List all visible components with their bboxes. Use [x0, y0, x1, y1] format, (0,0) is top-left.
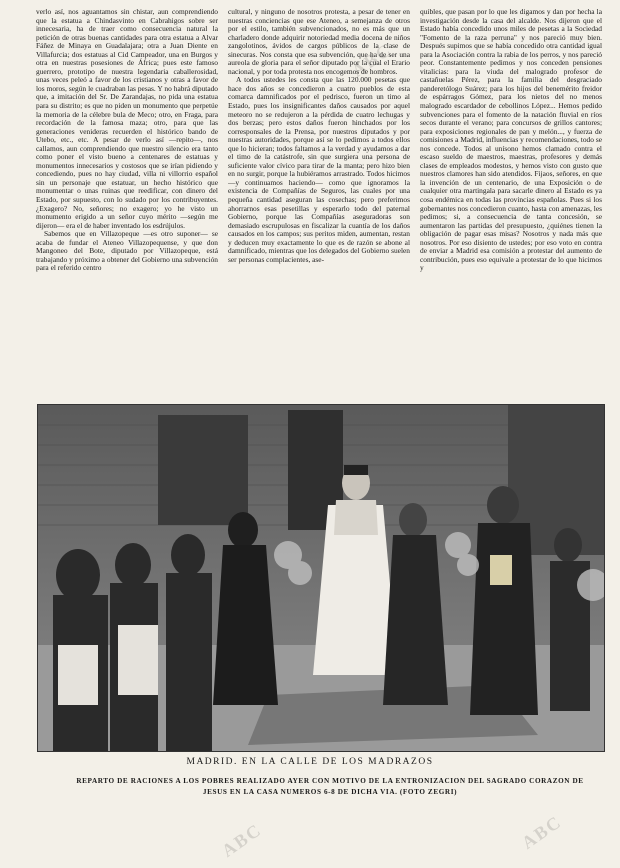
article-column-3 — [420, 8, 602, 394]
news-photo — [37, 404, 605, 752]
article-columns — [36, 8, 602, 394]
photo-caption: REPARTO DE RACIONES A LOS POBRES REALIZADO AYER CON MOTIVO DE LA ENTRONIZACION DEL SAGRADO CORAZON DE JESUS EN LA CASA NUMEROS 6-8 DE DICHA VIA. (FOTO ZEGRI) — [76, 777, 584, 796]
watermark: ABC — [217, 819, 266, 861]
paragraph: A todos ustedes les consta que las 120.000 pesetas que hace dos años se concedieron a cuatro pueblos de esta comarca damnificados por el pedrisco, fueron un timo al Estado, pues los insignificantes daños causados por aquel meteoro no se redujeron a la pérdida de cuatro lechugas y dos berzas; pero estos daños fueron hinchados por los corresponsales de la Prensa, por nuestros diputados y por nuestras autoridades, porque así se lo pedimos a todos ellos que lo hicieran; todos faltamos a la verdad y ayudamos a dar el timo de la catástrofe, sin que surgiera una persona de suficiente valor cívico para tirar de la manta; pero hizo bien en no surgir, porque la hubiéramos arrastrado. Todos hicimos —y continuamos haciendo— como que ignoramos la existencia de Compañías de Seguros, las cuales por una pequeña cantidad aseguran las cosechas; pero preferimos ahorrarnos esas pesetillas y esperarlo todo del paternal Gobierno, porque las Compañías aseguradoras son demasiado escrupulosas en fiscalizar la cuantía de los daños causados en los campos; sus peritos miden, aumentan, restan y deducen muy exactamente lo que es de razón se abone al damnificado, mientras que los delegados del Gobierno suelen ser personas complacientes, ase- — [228, 75, 410, 264]
paragraph: quibles, que pasan por lo que les digamos y dan por hecha la investigación desde la casa del alcalde. Nos dijeron que el Estado había concedido unos miles de pesetas a la Sociedad "Fomento de la raza perruna" y nos pareció muy bien. Después supimos que se había concedido otra cantidad igual para la Asociación contra la rabia de los perros, y nos pareció peor. Constantemente pedimos y nos conceden pensiones vitalicias: para la viuda del malogrado profesor de castañuelas Pérez, para la familia del desgraciado panderetólogo Suárez; para los hijos del benemérito freidor de espárragos Gómez, para los nietos del no menos malogrado escardador de cebollinos López... Hemos pedido subvenciones para el fomento de la natación fluvial en ríos secos durante el verano; para concursos de grillos cantores; para exposiciones regionales de pan y melón..., y fuerza de comisiones a Madrid, influencias y recomendaciones, todo se nos concede. Todos al unísono hemos clamado contra el escaso sueldo de maestros, maestras, profesores y demás clases de empleados modestos, y hemos visto con gusto que nuestros clamores han sido atendidos. Fijaos, señores, en que la invención de un centenario, de una Exposición o de cualquier otra martingala para sacarle dinero al Estado es ya cosa endémica en todas las provincias españolas. Pues si los gobernantes nos concedieron cuanto, hasta con amenazas, les pedimos; si, a consecuencia de tanta concesión, se aumentaron las partidas del presupuesto, ¿quiénes tienen la obligación de pagar esas misas? Nosotros y nada más que nosotros. Por eso disiento de ustedes; por eso voto en contra de enviar a Madrid esa comisión a protestar del aumento de contribución, pues eso equivale a protestar de lo que hicimos y — [420, 8, 602, 273]
watermark: ABC — [347, 39, 396, 81]
article-column-1 — [36, 8, 218, 394]
photo-title: MADRID. EN LA CALLE DE LOS MADRAZOS — [186, 757, 434, 767]
article-column-2 — [228, 8, 410, 394]
paragraph: Sabemos que en Villazopeque —es otro suponer— se acaba de fundar el Ateneo Villazopequense, y que don Mangoneo del Bote, diputado por Villazopeque, está trabajando y próximo a obtener del Gobierno una subvención para el referido centro — [36, 229, 218, 273]
photo-illustration — [38, 405, 604, 751]
paragraph: cultural, y ninguno de nosotros protesta, a pesar de tener en nuestras conciencias que ese Ateneo, a semejanza de otros por el estilo, también subvencionados, no es más que un charladero donde adquirir notoriedad media docena de niños zangolotinos, ávidos de cargos públicos de la clase de sinecuras. Nos consta que esa subvención, que ha de ser una aureola de gloria para el señor diputado por la cual el Erario nacional, y por toda protesta nos encogemos de hombros. — [228, 8, 410, 76]
paragraph: verlo así, nos aguantamos sin chistar, aun comprendiendo que la estatua a Chindasvinto en Cabrahigos sobre ser innecesaria, ha de traer como consecuencia natural la petición de otras buenas cantidades para otra estatua a Alvar Fáñez de Minaya en Guadalajara; otra a Juan Diente en Villafurcia; dos estatuas al Cid Campeador, una en Burgos y otra en nuestras posesiones de África; pues este famoso guerrero, prototipo de nuestra legendaria caballerosidad, unas veces peleó a favor de los cristianos y otras a favor de los moros, según le cuadraban las pesas. Y no habrá diputado que, a imitación del Sr. De Zarandajas, no pida una estatua para su distrito; es que no piden un monumento que perpetúe la memoria de la célebre bula de Meco; otro, en Fraga, para recordación de la famosa maza; otro, para que las generaciones venideras recuerden el histórico bando de Utebo, etc., etc. A pesar de verlo así —repito—, nos callamos, aun comprendiendo que nuestro silencio era tanto como poner el visto bueno a centenares de estatuas y monumentos innecesarios y costosos que se irían pidiendo y concediendo, pues no hay ciudad, villa ni villorrio español sin un personaje que estatuar, un hecho histórico que monumentar o unas ruinas que reedificar, con dinero del Estado, por supuesto, con lo sudado por los contribuyentes. ¿Exagero? No, señores; no exagero; yo he visto un monumento erigido a un señor cuyo mérito —según me dijeron— era el de haber inventado los esdrújulos. — [36, 8, 218, 230]
watermark: ABC — [517, 811, 566, 853]
